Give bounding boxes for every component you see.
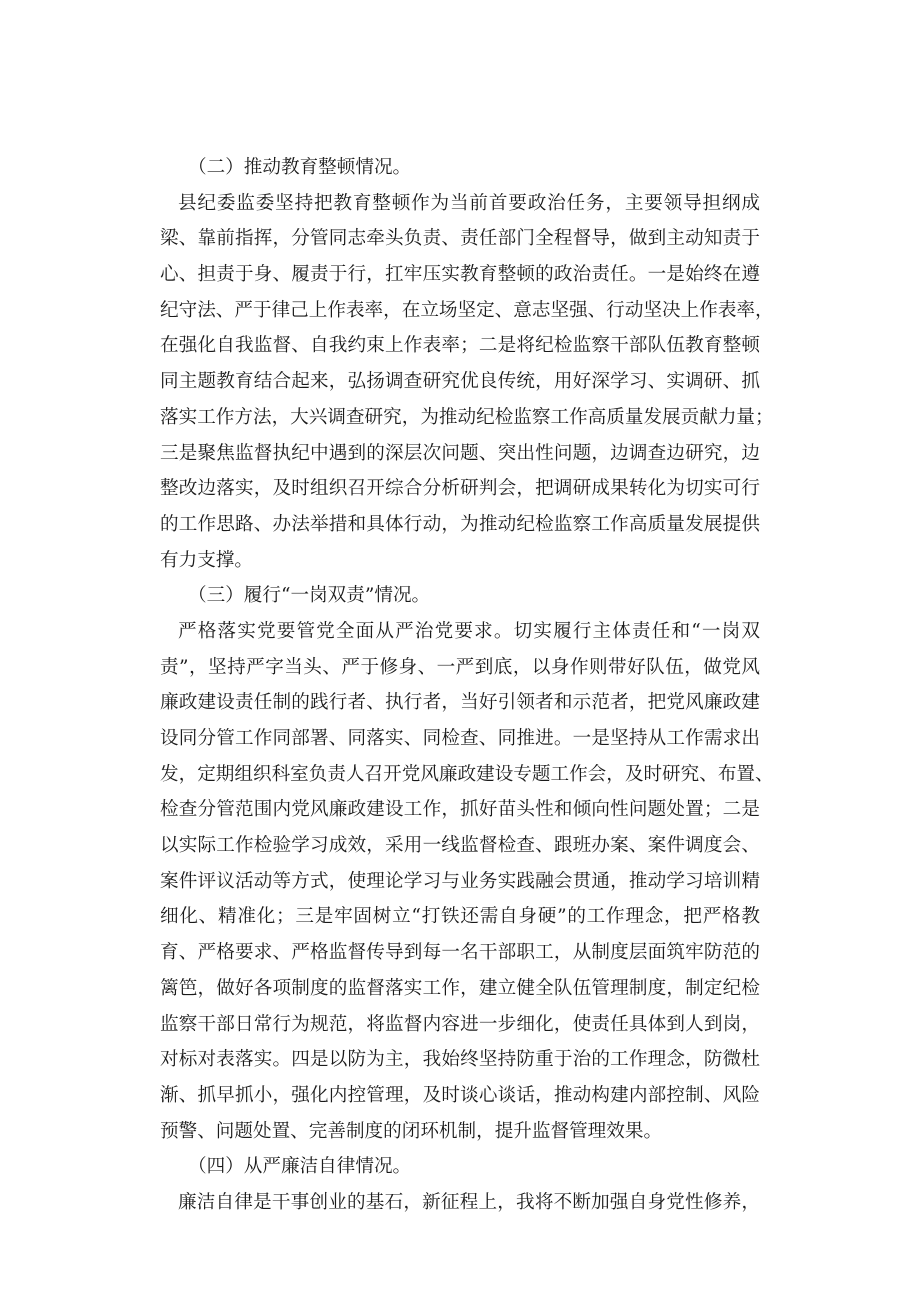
paragraph-line: 以实际工作检验学习成效，采用一线监督检查、跟班办案、案件调度会、 <box>160 835 760 857</box>
paragraph-line: 落实工作方法，大兴调查研究，为推动纪检监察工作高质量发展贡献力量； <box>160 406 774 428</box>
section-heading: （四）从严廉洁自律情况。 <box>188 1156 412 1178</box>
paragraph-line: 整改边落实，及时组织召开综合分析研判会，把调研成果转化为切实可行 <box>160 478 760 500</box>
paragraph-line: 三是聚焦监督执纪中遇到的深层次问题、突出性问题，边调查边研究，边 <box>160 442 760 464</box>
paragraph-line: 严格落实党要管党全面从严治党要求。切实履行主体责任和“一岗双 <box>178 620 760 642</box>
paragraph-line: 渐、抓早抓小，强化内控管理，及时谈心谈话，推动构建内部控制、风险 <box>160 1084 760 1106</box>
paragraph-line: 的工作思路、办法举措和具体行动，为推动纪检监察工作高质量发展提供 <box>160 513 760 535</box>
section-heading: （三）履行“一岗双责”情况。 <box>188 585 431 607</box>
paragraph-line: 细化、精准化；三是牢固树立“打铁还需自身硬”的工作理念，把严格教 <box>160 906 760 928</box>
paragraph-line: 有力支撑。 <box>160 549 253 571</box>
paragraph-line: 纪守法、严于律己上作表率，在立场坚定、意志坚强、行动坚决上作表率， <box>160 299 774 321</box>
paragraph-line: 案件评议活动等方式，使理论学习与业务实践融会贯通，推动学习培训精 <box>160 870 760 892</box>
paragraph-line: 育、严格要求、严格监督传导到每一名干部职工，从制度层面筑牢防范的 <box>160 942 760 964</box>
paragraph-line: 设同分管工作同部署、同落实、同检查、同推进。一是坚持从工作需求出 <box>160 728 760 749</box>
paragraph-line: 在强化自我监督、自我约束上作表率；二是将纪检监察干部队伍教育整顿 <box>160 335 760 357</box>
paragraph-line: 廉洁自律是干事创业的基石，新征程上，我将不断加强自身党性修养， <box>178 1191 760 1213</box>
paragraph-line: 监察干部日常行为规范，将监督内容进一步细化，使责任具体到人到岗， <box>160 1013 760 1035</box>
paragraph-line: 检查分管范围内党风廉政建设工作，抓好苗头性和倾向性问题处置；二是 <box>160 799 760 821</box>
paragraph-line: 预警、问题处置、完善制度的闭环机制，提升监督管理效果。 <box>160 1120 663 1142</box>
paragraph-line: 县纪委监委坚持把教育整顿作为当前首要政治任务，主要领导担纲成 <box>178 192 760 214</box>
paragraph-line: 对标对表落实。四是以防为主，我始终坚持防重于治的工作理念，防微杜 <box>160 1049 760 1071</box>
section-heading: （二）推动教育整顿情况。 <box>188 157 412 178</box>
paragraph-line: 梁、靠前指挥，分管同志牵头负责、责任部门全程督导，做到主动知责于 <box>160 228 760 250</box>
paragraph-line: 责”，坚持严字当头、严于修身、一严到底，以身作则带好队伍，做党风 <box>160 656 760 678</box>
paragraph-line: 心、担责于身、履责于行，扛牢压实教育整顿的政治责任。一是始终在遵 <box>160 264 760 286</box>
paragraph-line: 同主题教育结合起来，弘扬调查研究优良传统，用好深学习、实调研、抓 <box>160 371 760 393</box>
paragraph-line: 发，定期组织科室负责人召开党风廉政建设专题工作会，及时研究、布置、 <box>160 763 774 785</box>
paragraph-line: 廉政建设责任制的践行者、执行者，当好引领者和示范者，把党风廉政建 <box>160 692 760 714</box>
paragraph-line: 篱笆，做好各项制度的监督落实工作，建立健全队伍管理制度，制定纪检 <box>160 977 760 999</box>
document-body <box>160 150 774 1221</box>
